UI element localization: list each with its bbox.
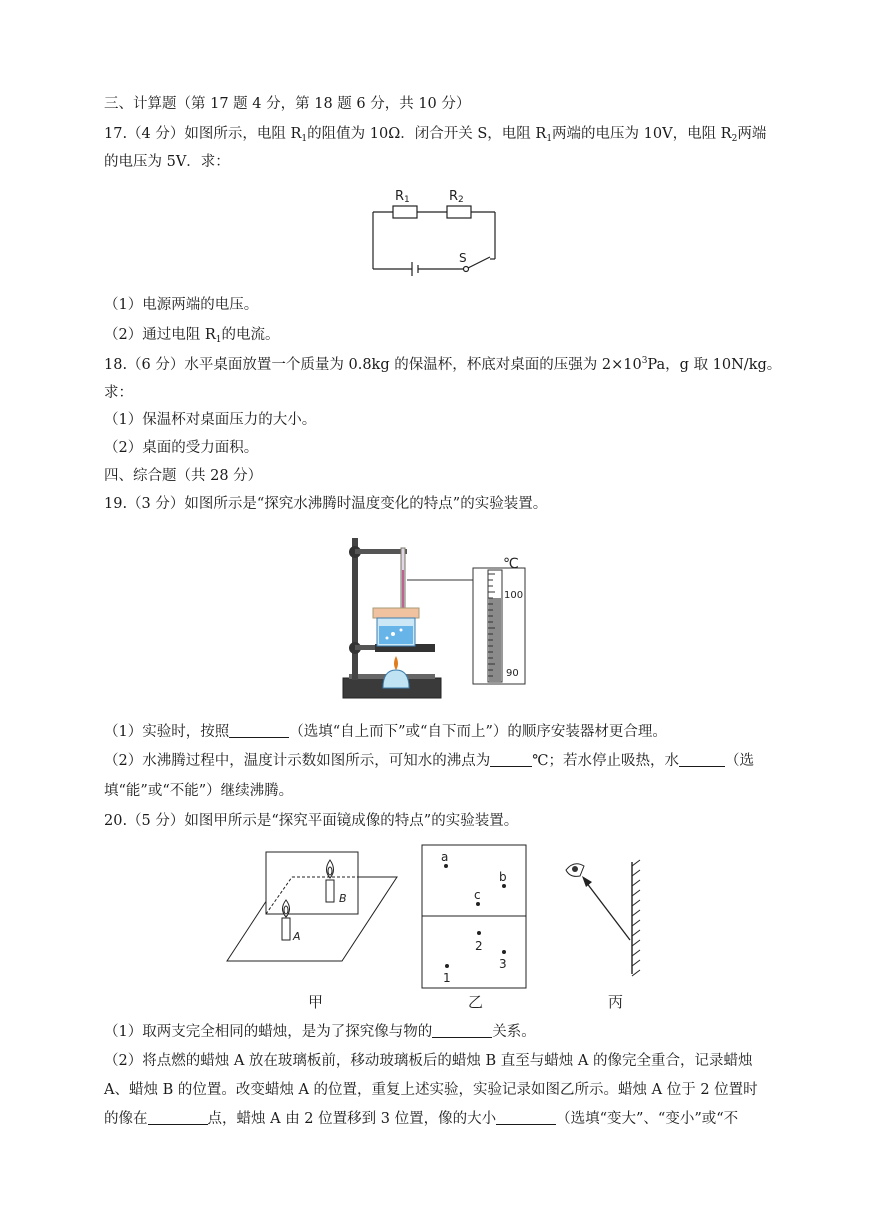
point-3 — [502, 950, 506, 954]
q18-line-1: 18.（6 分）水平桌面放置一个质量为 0.8kg 的保温杯，杯底对桌面的压强为 $2\times 10^3Pa$，g 取 10N/kg。 — [104, 356, 782, 373]
svg-text:1: 1 — [443, 971, 451, 985]
q17-sub-2: （2）通过电阻 $R_1$的电流。 — [104, 327, 280, 345]
svg-text:a: a — [441, 850, 449, 864]
boiling-apparatus-figure — [335, 530, 540, 715]
q17-sub-1: （1）电源两端的电压。 — [104, 297, 259, 313]
q18-sub-1: （1）保温杯对桌面压力的大小。 — [104, 412, 317, 428]
thermometer-tick-90: 90 — [506, 668, 519, 679]
thermometer-tick-100: 100 — [504, 590, 524, 601]
point-a — [444, 864, 448, 868]
q18-sub-2: （2）桌面的受力面积。 — [104, 440, 259, 456]
q19-sub-1: （1）实验时，按照 （选填“自上而下”或“自下而上”）的顺序安装器材更合理。 — [104, 724, 667, 740]
q18-line-2: 求： — [104, 385, 133, 401]
q20-sub-1: （1）取两支完全相同的蜡烛，是为了探究像与物的 关系。 — [104, 1024, 536, 1040]
q19-line-1: 19.（3 分）如图所示是“探究水沸腾时温度变化的特点”的实验装置。 — [104, 496, 548, 512]
point-2 — [477, 931, 481, 935]
q17-line-2: 的电压为 5V．求： — [104, 154, 230, 170]
resistor-r1 — [393, 206, 417, 218]
stand-rod — [352, 538, 358, 680]
q20-sub-2-line-1: （2）将点燃的蜡烛 A 放在玻璃板前，移动玻璃板后的蜡烛 B 直至与蜡烛 A 的像完全重合，记录蜡烛 — [104, 1053, 753, 1069]
q19-sub-2: （2）水沸腾过程中，温度计示数如图所示，可知水的沸点为 ℃；若水停止吸热，水 （选 — [104, 753, 754, 769]
section-4-heading: 四、综合题（共 28 分） — [104, 468, 263, 484]
resistor-r2 — [447, 206, 471, 218]
point-b — [502, 884, 506, 888]
q17-line-1: 17.（4 分）如图所示，电阻 $R_1$的阻值为 10Ω．闭合开关 S，电阻 $R_1$两端的电压为 10V，电阻 $R_2$两端 — [104, 126, 767, 144]
svg-text:B: B — [339, 892, 347, 905]
figure-yi-label: 乙 — [468, 993, 484, 1011]
r2-label: R2 — [449, 189, 464, 205]
svg-text:c: c — [474, 888, 481, 902]
q20-sub-2-line-3: 的像在 点，蜡烛 A 由 2 位置移到 3 位置，像的大小 （选填“变大”、“变小”或“不 — [104, 1111, 739, 1127]
candle-b — [326, 880, 334, 902]
q20-sub-2-line-2: A、蜡烛 B 的位置。改变蜡烛 A 的位置，重复上述实验，实验记录如图乙所示。蜡烛 A 位于 2 位置时 — [104, 1082, 758, 1098]
q19-sub-2-line-2: 填“能”或“不能”）继续沸腾。 — [104, 783, 294, 799]
cardboard-lid — [373, 608, 419, 618]
switch-blade — [468, 257, 490, 268]
alcohol-lamp — [383, 670, 409, 688]
svg-text:b: b — [499, 870, 507, 884]
svg-text:2: 2 — [475, 939, 483, 953]
section-3-heading: 三、计算题（第 17 题 4 分，第 18 题 6 分，共 10 分） — [104, 96, 471, 112]
figure-bing-label: 丙 — [608, 993, 624, 1011]
figure-yi — [420, 840, 532, 1014]
thermometer-unit: ℃ — [503, 556, 519, 572]
svg-text:3: 3 — [499, 957, 507, 971]
figure-jia-label: 甲 — [308, 993, 324, 1011]
point-c — [476, 902, 480, 906]
alcohol-lamp-flame — [394, 656, 398, 670]
circuit-diagram — [355, 180, 515, 280]
q20-line-1: 20.（5 分）如图甲所示是“探究平面镜成像的特点”的实验装置。 — [104, 813, 519, 829]
point-1 — [445, 964, 449, 968]
figure-bing — [560, 850, 665, 1014]
r1-label: R1 — [395, 189, 410, 205]
svg-text:A: A — [293, 930, 301, 943]
switch-label: S — [459, 251, 467, 265]
candle-a — [282, 918, 290, 940]
switch-pivot — [464, 267, 469, 272]
figure-jia — [222, 846, 402, 1014]
light-ray-arrow — [582, 876, 592, 887]
